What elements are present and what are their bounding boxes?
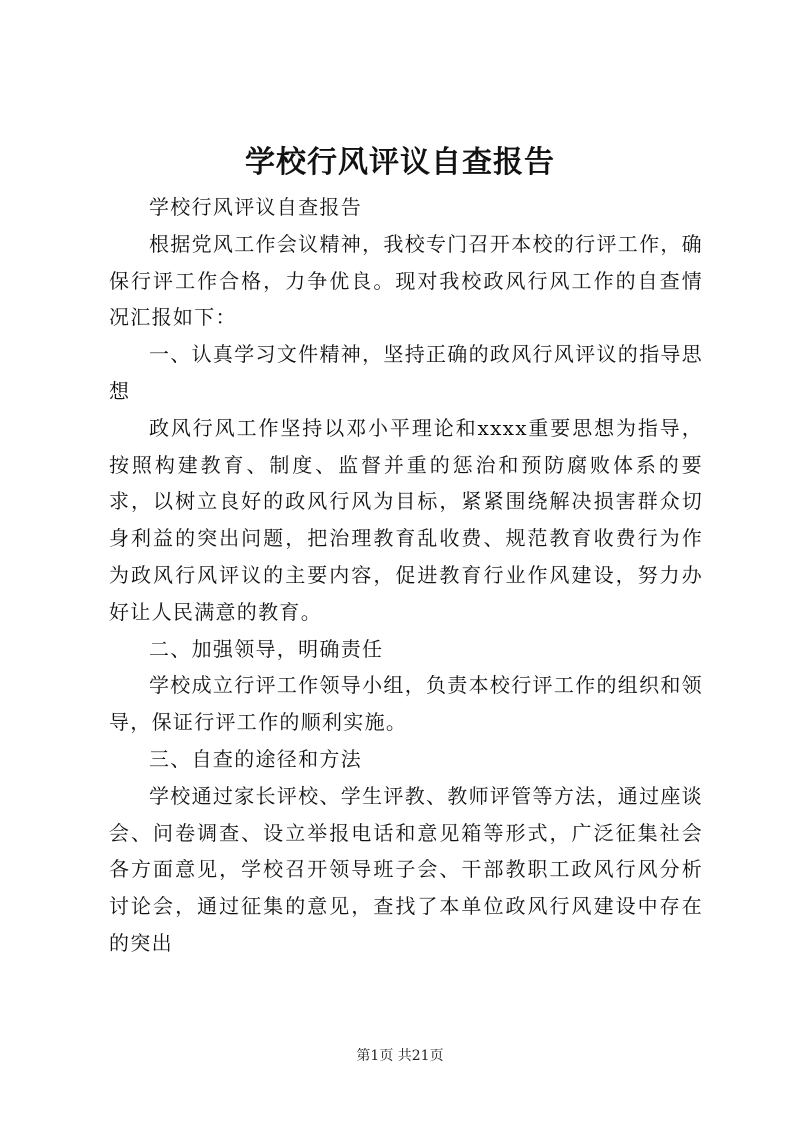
- document-body: [109, 189, 703, 962]
- section-heading-1: 一、认真学习文件精神，坚持正确的政风行风评议的指导思想: [109, 342, 703, 403]
- section-heading-3: 三、自查的途径和方法: [149, 746, 362, 771]
- page-number-footer: 第1页 共21页: [356, 1048, 444, 1064]
- paragraph-intro: 根据党风工作会议精神，我校专门召开本校的行评工作，确保行评工作合格，力争优良。现对我校政风行风工作的自查情况汇报如下：: [109, 231, 703, 330]
- paragraph-section-2: 学校成立行评工作领导小组，负责本校行评工作的组织和领导，保证行评工作的顺利实施。: [109, 673, 703, 735]
- paragraph-section-1: 政风行风工作坚持以邓小平理论和xxxx重要思想为指导，按照构建教育、制度、监督并重的惩治和预防腐败体系的要求，以树立良好的政风行风为目标，紧紧围绕解决损害群众切身利益的突出问题，把治理教育乱收费、规范教育收费行为作为政风行风评议的主要内容，促进教育行业作风建设，努力办好让人民满意的教育。: [109, 415, 703, 624]
- document-title: 学校行风评议自查报告: [245, 145, 555, 180]
- section-heading-2: 二、加强领导，明确责任: [149, 636, 384, 661]
- paragraph-section-3: 学校通过家长评校、学生评教、教师评管等方法，通过座谈会、问卷调查、设立举报电话和意见箱等形式，广泛征集社会各方面意见，学校召开领导班子会、干部教职工政风行风分析讨论会，通过征集的意见，查找了本单位政风行风建设中存在的突出: [109, 783, 703, 955]
- paragraph-subtitle: 学校行风评议自查报告: [149, 195, 362, 219]
